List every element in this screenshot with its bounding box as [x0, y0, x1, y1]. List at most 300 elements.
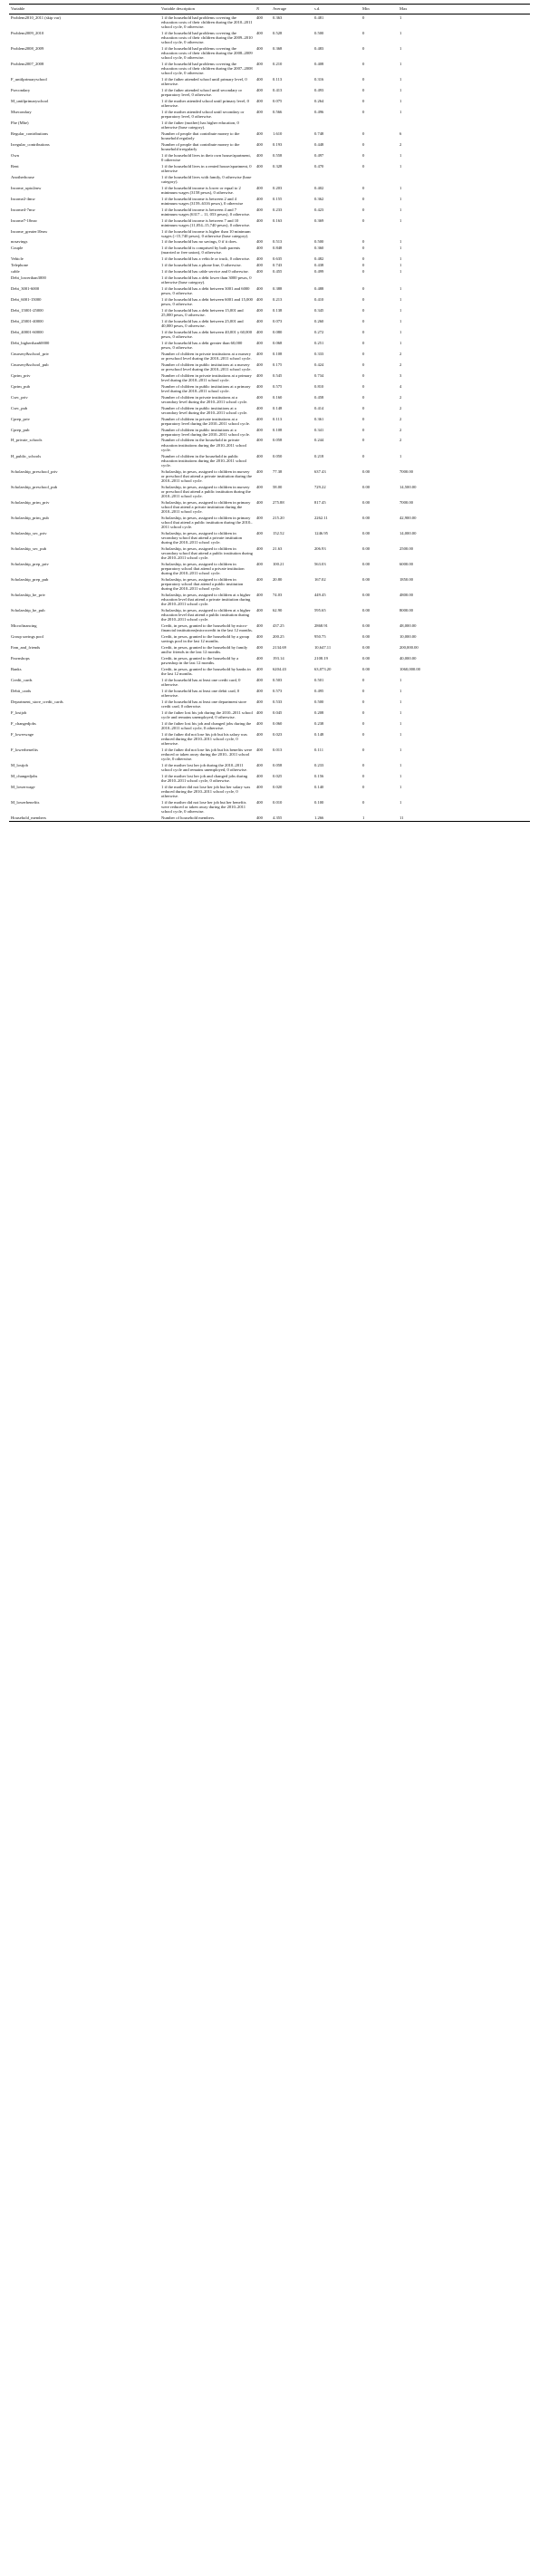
cell-max: 6 — [399, 130, 402, 136]
table-row — [9, 515, 530, 530]
table-row — [9, 394, 530, 405]
cell-n: 400 — [256, 130, 263, 136]
cell-description: 1 if the household income is between 4 and 7 minimum wages (6317 – 11, 053 pesos), 0 otherwise. — [161, 207, 251, 217]
cell-min: 0 — [362, 45, 365, 51]
table-row — [9, 98, 530, 109]
cell-n: 400 — [256, 784, 263, 789]
cell-max: 1 — [399, 256, 402, 262]
cell-average: 100.21 — [273, 561, 284, 566]
cell-average: 275.88 — [273, 499, 284, 505]
cell-max: 2 — [399, 141, 402, 147]
table-row — [9, 645, 530, 656]
cell-average: 0.020 — [273, 784, 283, 789]
cell-n: 400 — [256, 800, 263, 806]
cell-n: 400 — [256, 256, 263, 262]
cell-max: 1850.00 — [399, 577, 413, 583]
cell-min: 0 — [362, 98, 365, 103]
table-row — [9, 120, 530, 130]
cell-variable: Group savings pool — [11, 634, 43, 640]
cell-description: 1 if the household has a debt greater than 60,000 pesos, 0 otherwise. — [161, 340, 243, 350]
cell-min — [361, 120, 398, 130]
cell-n: 400 — [256, 416, 263, 421]
table-row — [9, 318, 530, 329]
cell-min: 0 — [362, 109, 365, 114]
cell-n: 400 — [256, 185, 263, 190]
cell-min: 0 — [362, 185, 365, 190]
table-row — [9, 285, 530, 296]
cell-max: 2 — [399, 427, 402, 432]
table-header — [9, 5, 530, 14]
cell-variable: Anotherhouse — [11, 174, 34, 179]
table-row — [9, 634, 530, 645]
cell-variable: Debt_25001-40000 — [11, 318, 43, 323]
cell-min: 0 — [362, 14, 365, 20]
cell-min: 0 — [362, 340, 365, 345]
cell-sd: 0.238 — [314, 720, 324, 726]
cell-n: 400 — [256, 678, 263, 683]
cell-variable: Scholarship_prep_priv — [11, 561, 49, 566]
cell-average: 4.355 — [271, 815, 313, 822]
table-row — [9, 185, 530, 196]
cell-variable: Cprim_pub — [11, 383, 30, 389]
table-row — [9, 246, 530, 256]
cell-sd: 0.333 — [314, 351, 324, 356]
cell-n: 400 — [256, 453, 263, 458]
cell-variable: Debit_cards — [11, 689, 32, 694]
cell-average: 0.558 — [273, 152, 283, 158]
cell-max: 4 — [399, 383, 402, 389]
cell-description: 1 if the household income is between 7 and 10 minimum wages (11,054–15,740 pesos), 0 otherwise. — [161, 217, 251, 227]
cell-min: 0 — [362, 217, 365, 223]
cell-max: 1 — [399, 689, 402, 694]
table-row — [9, 593, 530, 608]
cell-sd — [313, 275, 361, 285]
cell-max: 1 — [399, 453, 402, 458]
cell-max: 1 — [399, 246, 402, 251]
header-row — [9, 5, 530, 14]
cell-min: 0 — [362, 405, 365, 410]
cell-sd: 0.734 — [314, 372, 324, 378]
cell-variable: Scholarship_he_priv — [11, 593, 46, 598]
cell-sd: 0.233 — [314, 763, 324, 768]
cell-average: 0.743 — [273, 263, 283, 268]
cell-n: 400 — [256, 372, 263, 378]
cell-sd: 0.156 — [314, 774, 324, 778]
cell-description: 1 if the household income is between 2 and 4 minimum wages (3159–6316 pesos), 0 otherwise — [161, 196, 244, 206]
cell-n: 400 — [256, 76, 263, 82]
table-row — [9, 362, 530, 372]
cell-average: 0.025 — [273, 774, 283, 778]
header-description: Variable description — [159, 5, 255, 14]
cell-variable: Telephone — [11, 263, 29, 268]
table-row — [9, 130, 530, 141]
cell-variable: Debt_lowerthan3000 — [11, 275, 46, 280]
cell-sd: 0.218 — [314, 453, 324, 458]
cell-variable: Msecondary — [11, 109, 32, 114]
cell-n: 400 — [256, 634, 263, 640]
header-variable: Variable — [9, 5, 159, 14]
cell-description: Scholarship, in pesos, assigned to children in nursery or preschool that attend a private institution during the 2010–2011 school cycle. — [161, 468, 253, 483]
cell-max: 1060,000.00 — [399, 667, 420, 672]
cell-description: 1 if the father attended school until secondary or preparatory level, 0 otherwise. — [161, 87, 243, 97]
cell-n: 400 — [256, 656, 263, 661]
cell-variable: F_changedjobs — [11, 720, 36, 726]
cell-sd: 0.408 — [314, 61, 324, 66]
cell-max: 1 — [399, 76, 402, 82]
table-row — [9, 152, 530, 163]
cell-sd: 0.501 — [314, 678, 324, 683]
cell-min: 0 — [362, 709, 365, 715]
cell-max: 1 — [399, 296, 402, 302]
cell-average: 0.045 — [273, 709, 283, 715]
cell-max: 1 — [399, 263, 402, 268]
cell-n: 400 — [256, 645, 263, 651]
cell-n — [255, 174, 271, 185]
cell-sd: 0.260 — [314, 318, 324, 323]
cell-description: 1 if the household had problems covering the education costs of their children during the 2007–2008 school cycle, 0 otherwise. — [161, 61, 253, 76]
header-sd: s.d. — [313, 5, 361, 14]
cell-average: 0.013 — [273, 747, 283, 752]
cell-min: 0 — [362, 239, 365, 245]
cell-average: 215.20 — [273, 515, 284, 520]
cell-average: 0.233 — [273, 207, 283, 212]
cell-sd: 2108.19 — [314, 656, 328, 661]
cell-sd: 950.75 — [314, 634, 326, 640]
cell-max: 1 — [399, 329, 402, 334]
cell-min: 0.00 — [362, 468, 371, 474]
cell-variable: F_lostjob — [11, 709, 27, 715]
table-row — [9, 268, 530, 275]
cell-variable: Cprep_pub — [11, 427, 30, 432]
cell-description: 1 if the father attended school until primary level, 0 otherwise. — [161, 76, 247, 87]
table-row — [9, 405, 530, 416]
cell-variable: Income2-4mw — [11, 196, 35, 201]
cell-variable: Cprep_priv — [11, 416, 30, 421]
cell-max: 2 — [399, 438, 402, 443]
cell-description: 1 if the household income is higher than 10 minimum wages (>15,740 pesos), 0 otherwise (base category). — [161, 228, 251, 238]
cell-n: 400 — [256, 394, 263, 400]
cell-description: Scholarship, in pesos, assigned to children in primary school that attend a public institution during the 2010–2011 school cycle. — [161, 515, 253, 529]
cell-variable: Income_upto2mw — [11, 185, 42, 190]
cell-min: 0 — [362, 76, 365, 82]
cell-sd: 637.43 — [314, 468, 326, 474]
cell-min: 0 — [362, 731, 365, 737]
cell-max: 7000.00 — [399, 499, 413, 505]
cell-n: 400 — [256, 427, 263, 432]
cell-max: 7000.00 — [399, 468, 413, 474]
cell-n: 400 — [256, 285, 263, 291]
cell-n: 400 — [256, 499, 263, 505]
cell-min: 0 — [362, 689, 365, 694]
cell-description: 1 if the household had problems covering the education costs of their children during the 2008–2009 school cycle, 0 otherwise. — [161, 45, 253, 60]
cell-n: 400 — [256, 196, 263, 201]
cell-description: 1 if the household has a debt between 25,001 and 40,000 pesos, 0 otherwise. — [161, 318, 244, 328]
cell-variable: Irregular_contributions — [11, 141, 50, 147]
cell-sd: 0.111 — [314, 747, 323, 752]
cell-variable: Problem2009_2010 — [11, 30, 44, 35]
cell-average: 0.010 — [273, 800, 283, 806]
cell-max: 1 — [399, 763, 402, 768]
table-row — [9, 109, 530, 120]
cell-n: 400 — [256, 774, 263, 778]
cell-sd: 0.140 — [314, 784, 324, 789]
cell-average: 58.00 — [273, 484, 283, 489]
cell-description: 1 if the household has a debt between 3001 and 6000 pesos, 0 otherwise. — [161, 285, 250, 295]
cell-max: 1 — [399, 340, 402, 345]
cell-n: 400 — [256, 318, 263, 323]
cell-sd: 0.500 — [314, 30, 324, 35]
cell-description: 1 if the mother did not lose her job but her benefits were reduced or taken away during the 2010–2011 school cycle, 0 otherwise. — [161, 800, 246, 815]
cell-n: 400 — [256, 689, 263, 694]
table-row — [9, 499, 530, 515]
cell-variable: Csec_priv — [11, 394, 28, 400]
cell-n: 400 — [256, 699, 263, 704]
cell-description: 1 if the mother lost her job and changed jobs during the 2010–2011 school cycle, 0 otherwise. — [161, 774, 248, 784]
cell-n: 400 — [256, 45, 263, 51]
table-row — [9, 530, 530, 545]
cell-description: Number of children in private institutions at a nursery or preschool level during the 2010–2011 school cycle. — [161, 351, 252, 361]
cell-average: 200.25 — [273, 634, 284, 640]
cell-max: 1 — [399, 239, 402, 245]
header-max: Max — [398, 5, 530, 14]
cell-sd: 0.458 — [314, 394, 324, 400]
cell-n: 400 — [256, 163, 263, 169]
cell-description: 1 if the father lost his job and changed jobs during the 2010–2011 school cycle, 0 otherwise. — [161, 720, 252, 731]
table-row — [9, 141, 530, 152]
table-row — [9, 174, 530, 185]
cell-variable: Scholarship_sec_pub — [11, 545, 47, 551]
cell-average: 0.413 — [273, 87, 283, 92]
cell-variable: Scholarship_sec_priv — [11, 530, 47, 535]
cell-sd: 63,073.20 — [314, 667, 332, 672]
cell-variable: Income_greater10mw — [11, 228, 48, 234]
cell-variable: M_changedjobs — [11, 774, 38, 778]
cell-n: 400 — [256, 207, 263, 212]
variables-table — [9, 4, 530, 822]
cell-sd: 0.244 — [314, 438, 324, 443]
table-row — [9, 196, 530, 207]
table-row — [9, 340, 530, 351]
cell-max: 200,000.00 — [399, 645, 419, 651]
cell-min: 0 — [362, 362, 365, 367]
cell-average: 0.108 — [273, 351, 283, 356]
cell-min: 0 — [362, 318, 365, 323]
cell-average: 0.050 — [273, 453, 283, 458]
table-row — [9, 747, 530, 762]
cell-average: 0.113 — [273, 76, 283, 82]
cell-description: 1 if the household income is lower or equal to 2 minimum wages (3158 pesos), 0 otherwise. — [161, 185, 241, 195]
cell-min: 0 — [362, 307, 365, 313]
cell-min: 0 — [362, 263, 365, 268]
cell-variable: nosavings — [11, 239, 28, 245]
cell-description: 1 if the mother did not lose her job but her salary was reduced during the 2010–2011 school cycle, 0 otherwise. — [161, 784, 251, 799]
cell-average: 0.155 — [273, 196, 283, 201]
cell-max: 6000.00 — [399, 561, 413, 566]
cell-n: 400 — [256, 747, 263, 752]
cell-max: 1 — [399, 30, 402, 35]
cell-n: 400 — [256, 239, 263, 245]
cell-variable: Problem2008_2009 — [11, 45, 44, 51]
cell-variable: Scholarship_prim_pub — [11, 515, 49, 520]
cell-min: 0 — [362, 383, 365, 389]
cell-description: 1 if the household had problems covering the education costs of their children during the 2010–2011 school cycle, 0 otherwise. — [161, 14, 253, 29]
cell-min — [361, 174, 398, 185]
cell-variable: M_lostjob — [11, 763, 28, 768]
cell-variable: Scholarship_prep_pub — [11, 577, 49, 583]
table-row — [9, 453, 530, 468]
cell-n: 400 — [256, 217, 263, 223]
cell-variable: M_lowerwage — [11, 784, 35, 789]
cell-description: Scholarship, in pesos, assigned to children in secondary school that attend a private institution during the 2010–2011 school cycle. — [161, 530, 243, 545]
cell-average: 0.513 — [273, 239, 283, 245]
cell-max: 1 — [399, 269, 402, 275]
cell-description: Number of children in the household in private education institutions during the 2010–2011 school cycle. — [161, 438, 247, 452]
table-row — [9, 263, 530, 269]
cell-n: 400 — [256, 307, 263, 313]
cell-sd: 0.402 — [314, 185, 324, 190]
cell-description: Number of children in private institutions at a preparatory level during the 2010–2011 school cycle. — [161, 416, 250, 426]
cell-average: 0.388 — [273, 285, 283, 291]
cell-max: 1 — [399, 774, 402, 778]
cell-description: 1 if the household is comprised by both parents (married or free union), 0 otherwise. — [161, 246, 241, 256]
table-row — [9, 484, 530, 499]
cell-variable: M_lowerbenefits — [11, 800, 40, 806]
cell-description: 1 if the household had problems covering the education costs of their children during the 2009–2010 school cycle, 0 otherwise. — [161, 30, 253, 44]
cell-average: 0.058 — [273, 763, 283, 768]
cell-description: Scholarship, in pesos, assigned to children at a higher education level that attend a private institution during the 2010–2011 school cycle. — [161, 593, 251, 607]
cell-max — [398, 120, 530, 130]
header-min: Min — [361, 5, 398, 14]
cell-description: Number of children in public institutions at a primary level during the 2010–2011 school cycle. — [161, 383, 251, 393]
cell-description: 1 if the mother attended school until primary level, 0 otherwise. — [161, 98, 249, 108]
cell-min — [361, 228, 398, 239]
cell-max: 1 — [399, 163, 402, 169]
cell-n: 400 — [256, 667, 263, 672]
cell-variable: Regular_contributions — [11, 130, 49, 136]
table-row — [9, 762, 530, 773]
table-row — [9, 784, 530, 799]
cell-max: 1 — [399, 98, 402, 103]
cell-average: 0.573 — [273, 689, 283, 694]
cell-max: 1 — [399, 61, 402, 66]
cell-variable: Cnursery&school_pub — [11, 362, 49, 367]
cell-average: 0.163 — [273, 217, 283, 223]
cell-min: 0 — [362, 296, 365, 302]
cell-description: 1 if the household has at least one debit card, 0 otherwise. — [161, 689, 240, 699]
cell-max: 3 — [399, 372, 402, 378]
cell-max: 2 — [399, 405, 402, 410]
cell-min: 0.00 — [362, 499, 371, 505]
table-row — [9, 30, 530, 45]
cell-n: 400 — [256, 623, 263, 629]
cell-n: 400 — [256, 561, 263, 566]
cell-max: 1 — [399, 14, 402, 20]
cell-n: 400 — [256, 405, 263, 410]
header-average: Average — [271, 5, 313, 14]
cell-min: 0.00 — [362, 623, 371, 629]
table-row — [9, 163, 530, 174]
cell-variable: Scholarship_preschool_pub — [11, 484, 58, 489]
cell-min: 0.00 — [362, 484, 371, 489]
cell-sd: 0.481 — [314, 14, 324, 20]
cell-average: 0.566 — [273, 109, 283, 114]
cell-min: 0 — [362, 141, 365, 147]
cell-average: 0.175 — [273, 362, 283, 367]
table-row — [9, 561, 530, 576]
cell-sd: 0.341 — [314, 427, 324, 432]
cell-average: 0.068 — [273, 340, 283, 345]
cell-average: 0.328 — [273, 163, 283, 169]
cell-variable: Debt_6001-15000 — [11, 296, 42, 302]
cell-description: Scholarship, in pesos, assigned to children in preparatory school that attend a public institution during the 2010–2011 school cycle. — [161, 577, 244, 592]
cell-sd: 0.316 — [314, 76, 324, 82]
table-row — [9, 699, 530, 709]
cell-sd: 0.497 — [314, 152, 324, 158]
cell-min: 0.00 — [362, 645, 371, 651]
cell-sd: 0.148 — [314, 731, 324, 737]
cell-n: 400 — [256, 383, 263, 389]
cell-average: 0.075 — [273, 98, 283, 103]
table-row — [9, 87, 530, 98]
cell-description: Number of people that contribute money to the household irregularly — [161, 141, 240, 151]
cell-average: 0.503 — [273, 678, 283, 683]
cell-average — [271, 174, 313, 185]
table-row — [9, 688, 530, 699]
cell-max: 42,900.00 — [399, 515, 417, 520]
cell-n: 400 — [256, 61, 263, 66]
cell-average: 0.080 — [273, 329, 283, 334]
cell-min: 0.00 — [362, 634, 371, 640]
cell-variable: H_public_schools — [11, 453, 42, 458]
cell-n: 400 — [256, 152, 263, 158]
cell-min: 0 — [362, 61, 365, 66]
cell-max: 1 — [399, 285, 402, 291]
cell-variable: Fhe (Mhe) — [11, 120, 29, 125]
cell-average: 0.058 — [273, 438, 283, 443]
cell-n — [255, 120, 271, 130]
cell-max: 2 — [399, 351, 402, 356]
cell-n: 400 — [256, 709, 263, 715]
table-row — [9, 720, 530, 731]
cell-n — [255, 275, 271, 285]
table-row — [9, 709, 530, 720]
table-row — [9, 76, 530, 87]
cell-max: 40,000.00 — [399, 656, 417, 661]
cell-sd: 0.251 — [314, 340, 324, 345]
cell-min: 0 — [362, 87, 365, 92]
table-row — [9, 799, 530, 815]
cell-n: 400 — [256, 763, 263, 768]
cell-variable: Own — [11, 152, 19, 158]
cell-sd: 2262.11 — [314, 515, 328, 520]
cell-min: 0 — [362, 152, 365, 158]
table-row — [9, 372, 530, 383]
cell-average: 0.368 — [273, 45, 283, 51]
cell-variable: Scholarship_preschool_priv — [11, 468, 58, 474]
cell-max: 2 — [399, 394, 402, 400]
cell-sd: 206.93 — [314, 545, 326, 551]
cell-sd: 1.266 — [313, 815, 361, 822]
cell-min: 0.00 — [362, 561, 371, 566]
cell-max — [398, 228, 530, 239]
cell-average: 62.90 — [273, 608, 283, 613]
cell-average: 0.203 — [273, 185, 283, 190]
cell-n: 400 — [256, 438, 263, 443]
cell-min: 0.00 — [362, 656, 371, 661]
cell-min: 0 — [362, 453, 365, 458]
cell-min: 0 — [362, 416, 365, 421]
cell-description: Credit, in pesos, granted to the household by family and/or friends in the last 12 months. — [161, 645, 248, 655]
